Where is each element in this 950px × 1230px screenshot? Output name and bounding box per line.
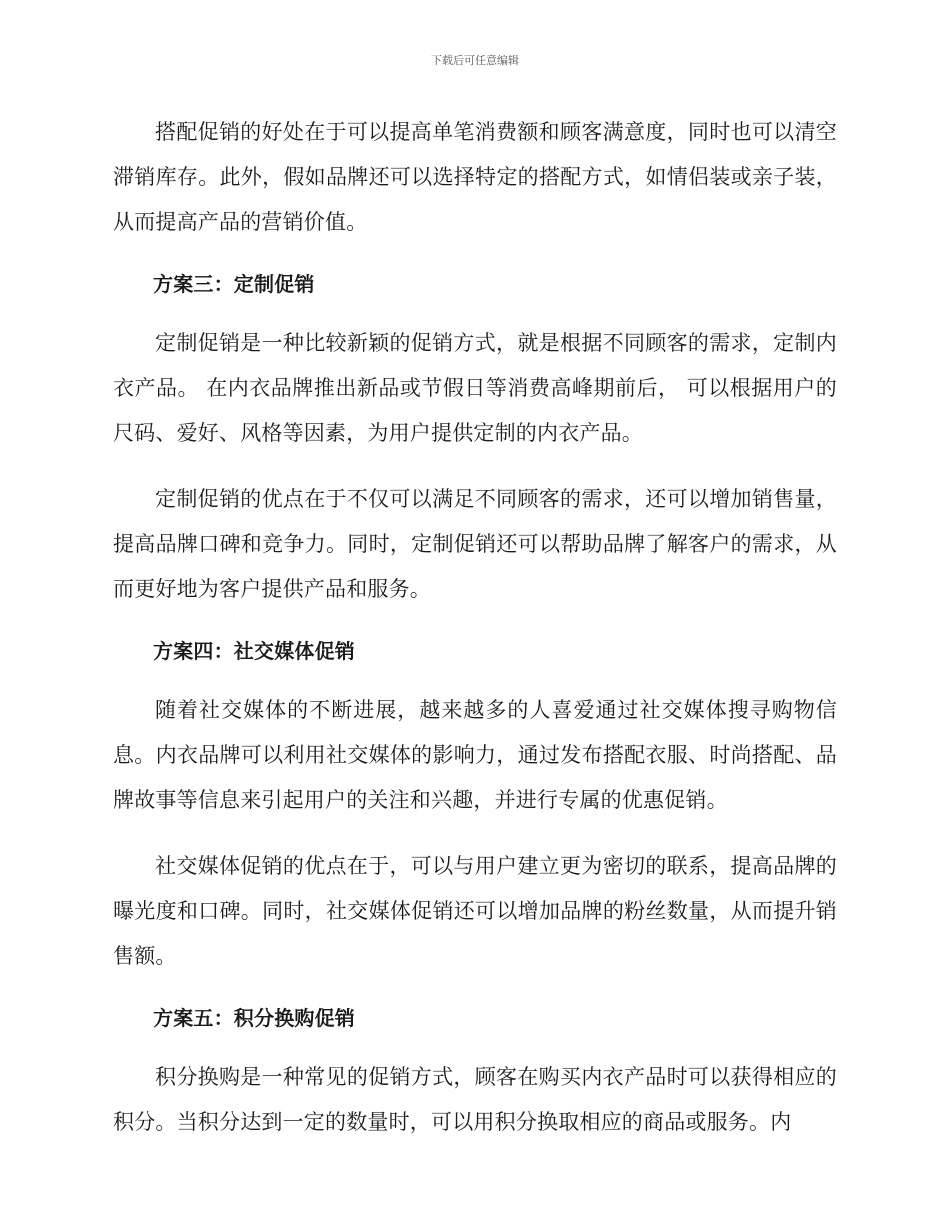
paragraph-custom-promo-benefits: 定制促销的优点在于不仅可以满足不同顾客的需求，还可以增加销售量，提高品牌口碑和竞争力。同时，定制促销还可以帮助品牌了解客户的需求，从而更好地为客户提供产品和服务。 (113, 487, 837, 601)
paragraph-custom-promo-intro: 定制促销是一种比较新颖的促销方式，就是根据不同顾客的需求，定制内衣产品。 在内衣品牌推出新品或节假日等消费高峰期前后， 可以根据用户的尺码、爱好、风格等因素，为用户提供定制的内衣产品。 (113, 331, 837, 445)
paragraph-bundle-promo-benefits: 搭配促销的好处在于可以提高单笔消费额和顾客满意度，同时也可以清空滞销库存。此外，假如品牌还可以选择特定的搭配方式，如情侣装或亲子装，从而提高产品的营销价值。 (113, 120, 837, 234)
paragraph-social-promo-benefits: 社交媒体促销的优点在于，可以与用户建立更为密切的联系，提高品牌的曝光度和口碑。同时，社交媒体促销还可以增加品牌的粉丝数量，从而提升销售额。 (113, 854, 837, 968)
paragraph-social-promo-intro: 随着社交媒体的不断进展，越来越多的人喜爱通过社交媒体搜寻购物信息。内衣品牌可以利用社交媒体的影响力，通过发布搭配衣服、时尚搭配、品牌故事等信息来引起用户的关注和兴趣，并进行专属的优惠促销。 (113, 698, 837, 812)
heading-plan-four: 方案四：社交媒体促销 (153, 639, 355, 663)
page-header: 下载后可任意编辑 (431, 54, 519, 67)
document-body (113, 110, 837, 1166)
heading-plan-three: 方案三：定制促销 (153, 272, 315, 296)
heading-plan-five: 方案五：积分换购促销 (153, 1006, 355, 1030)
paragraph-points-promo-intro: 积分换购是一种常见的促销方式，顾客在购买内衣产品时可以获得相应的积分。当积分达到一定的数量时，可以用积分换取相应的商品或服务。内 (113, 1065, 837, 1134)
